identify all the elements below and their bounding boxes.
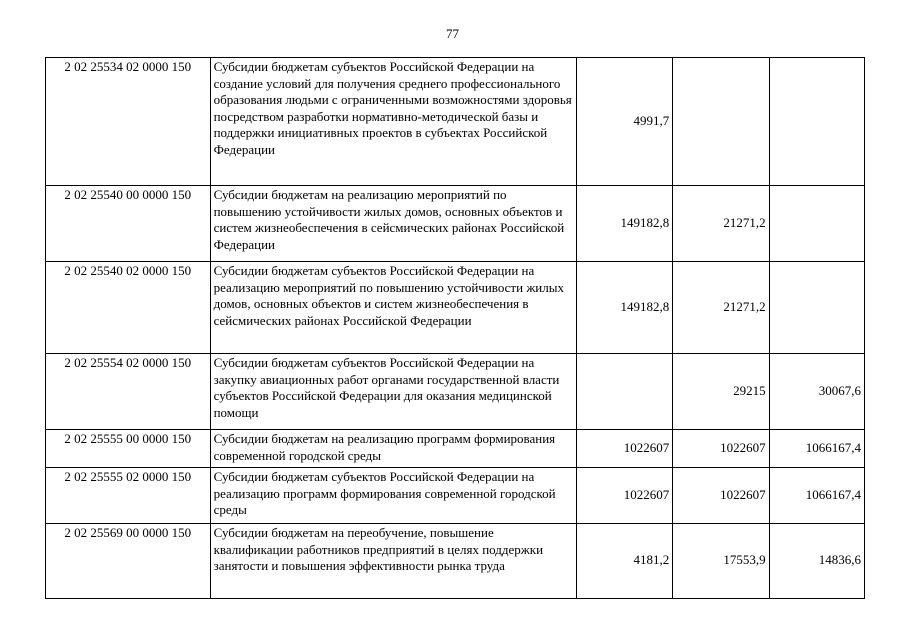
amount-year-2: 17553,9	[673, 524, 769, 599]
amount-year-3: 1066167,4	[769, 430, 864, 468]
budget-table	[45, 57, 865, 599]
amount-year-2: 29215	[673, 354, 769, 430]
budget-code: 2 02 25555 02 0000 150	[46, 468, 211, 524]
amount-year-1: 1022607	[576, 430, 672, 468]
amount-year-3	[769, 58, 864, 186]
budget-description: Субсидии бюджетам на переобучение, повышение квалификации работников предприятий в целях поддержки занятости и повышения эффективности рынка труда	[210, 524, 576, 599]
amount-year-1: 4181,2	[576, 524, 672, 599]
amount-year-2: 1022607	[673, 468, 769, 524]
amount-year-2	[673, 58, 769, 186]
amount-year-2: 1022607	[673, 430, 769, 468]
table-row	[46, 430, 865, 468]
amount-year-3: 1066167,4	[769, 468, 864, 524]
budget-description: Субсидии бюджетам субъектов Российской Федерации на реализацию программ формирования современной городской среды	[210, 468, 576, 524]
amount-year-2: 21271,2	[673, 262, 769, 354]
amount-year-1	[576, 354, 672, 430]
budget-code: 2 02 25540 00 0000 150	[46, 186, 211, 262]
budget-code: 2 02 25554 02 0000 150	[46, 354, 211, 430]
amount-year-1: 1022607	[576, 468, 672, 524]
table-row	[46, 468, 865, 524]
table-row	[46, 354, 865, 430]
table-row	[46, 262, 865, 354]
budget-description: Субсидии бюджетам на реализацию мероприятий по повышению устойчивости жилых домов, основных объектов и систем жизнеобеспечения в сейсмических районах Российской Федерации	[210, 186, 576, 262]
budget-code: 2 02 25569 00 0000 150	[46, 524, 211, 599]
table-row	[46, 186, 865, 262]
budget-code: 2 02 25534 02 0000 150	[46, 58, 211, 186]
amount-year-3: 30067,6	[769, 354, 864, 430]
budget-description: Субсидии бюджетам на реализацию программ формирования современной городской среды	[210, 430, 576, 468]
budget-code: 2 02 25540 02 0000 150	[46, 262, 211, 354]
budget-description: Субсидии бюджетам субъектов Российской Федерации на закупку авиационных работ органами государственной власти субъектов Российской Федерации для оказания медицинской помощи	[210, 354, 576, 430]
budget-description: Субсидии бюджетам субъектов Российской Федерации на создание условий для получения среднего профессионального образования людьми с ограниченными возможностями здоровья посредством разработки нормативно-методической базы и поддержки инициативных проектов в субъектах Российской Федерации	[210, 58, 576, 186]
page-number: 77	[446, 26, 459, 41]
amount-year-2: 21271,2	[673, 186, 769, 262]
budget-description: Субсидии бюджетам субъектов Российской Федерации на реализацию мероприятий по повышению устойчивости жилых домов, основных объектов и систем жизнеобеспечения в сейсмических районах Российской Федерации	[210, 262, 576, 354]
amount-year-3	[769, 186, 864, 262]
table-row	[46, 524, 865, 599]
amount-year-1: 149182,8	[576, 186, 672, 262]
amount-year-1: 149182,8	[576, 262, 672, 354]
amount-year-1: 4991,7	[576, 58, 672, 186]
budget-code: 2 02 25555 00 0000 150	[46, 430, 211, 468]
amount-year-3	[769, 262, 864, 354]
amount-year-3: 14836,6	[769, 524, 864, 599]
table-row	[46, 58, 865, 186]
